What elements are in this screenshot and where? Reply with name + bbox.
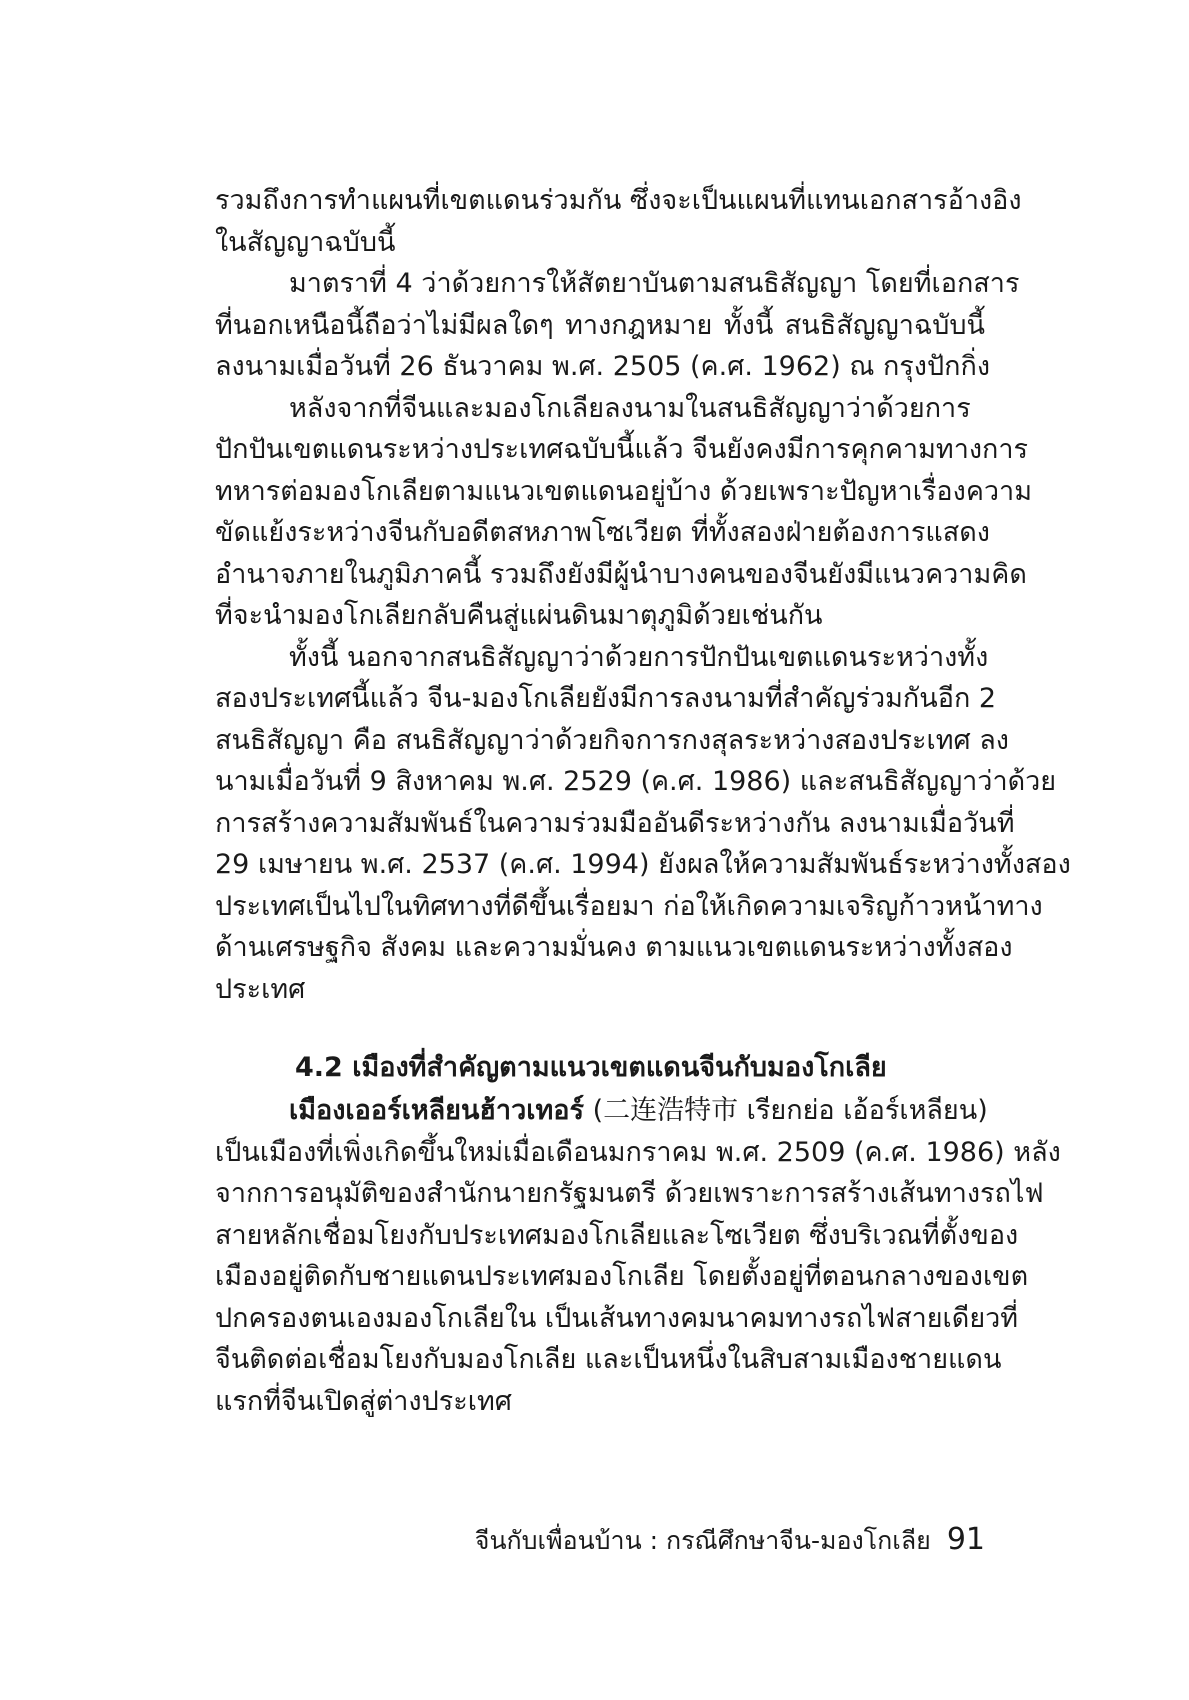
text-line: ทหารต่อมองโกเลียตามแนวเขตแดนอยู่บ้าง ด้วยเพราะปัญหาเรื่องความ bbox=[215, 475, 1033, 507]
text-line: สองประเทศนี้แล้ว จีน-มองโกเลียยังมีการลงนามที่สำคัญร่วมกันอีก 2 bbox=[215, 683, 997, 714]
city-alias: (二连浩特市 เรียกย่อ เอ้อร์เหลียน) bbox=[583, 1095, 988, 1126]
text-line: แรกที่จีนเปิดสู่ต่างประเทศ bbox=[215, 1385, 512, 1417]
text-line: เป็นเมืองที่เพิ่งเกิดขึ้นใหม่เมื่อเดือนมกราคม พ.ศ. 2509 (ค.ศ. 1986) หลัง bbox=[215, 1136, 1061, 1168]
text-line: สนธิสัญญา คือ สนธิสัญญาว่าด้วยกิจการกงสุลระหว่างสองประเทศ ลง bbox=[215, 724, 1009, 756]
text-line: นามเมื่อวันที่ 9 สิงหาคม พ.ศ. 2529 (ค.ศ. 1986) และสนธิสัญญาว่าด้วย bbox=[215, 766, 1057, 797]
text-line: จากการอนุมัติของสำนักนายกรัฐมนตรี ด้วยเพราะการสร้างเส้นทางรถไฟ bbox=[215, 1178, 1044, 1209]
text-line: มาตราที่ 4 ว่าด้วยการให้สัตยาบันตามสนธิสัญญา โดยที่เอกสาร bbox=[289, 268, 1020, 299]
running-title: จีนกับเพื่อนบ้าน : กรณีศึกษาจีน-มองโกเลีย bbox=[474, 1526, 931, 1555]
text-line: การสร้างความสัมพันธ์ในความร่วมมืออันดีระหว่างกัน ลงนามเมื่อวันที่ bbox=[215, 807, 1015, 839]
text-line-city-intro bbox=[215, 1090, 988, 1132]
text-line: จีนติดต่อเชื่อมโยงกับมองโกเลีย และเป็นหนึ่งในสิบสามเมืองชายแดน bbox=[215, 1344, 1002, 1375]
text-line: ปักปันเขตแดนระหว่างประเทศฉบับนี้แล้ว จีนยังคงมีการคุกคามทางการ bbox=[215, 434, 1029, 465]
text-line: ขัดแย้งระหว่างจีนกับอดีตสหภาพโซเวียต ที่ทั้งสองฝ่ายต้องการแสดง bbox=[215, 517, 990, 548]
text-line: ในสัญญาฉบับนี้ bbox=[215, 226, 396, 258]
page-footer bbox=[215, 1522, 985, 1559]
city-name: เมืองเออร์เหลียนฮ้าวเทอร์ bbox=[289, 1095, 584, 1126]
text-line: อำนาจภายในภูมิภาคนี้ รวมถึงยังมีผู้นำบางคนของจีนยังมีแนวความคิด bbox=[215, 558, 1027, 590]
text-line: ประเทศเป็นไปในทิศทางที่ดีขึ้นเรื่อยมา ก่อให้เกิดความเจริญก้าวหน้าทาง bbox=[215, 890, 1043, 922]
text-line: เมืองอยู่ติดกับชายแดนประเทศมองโกเลีย โดยตั้งอยู่ที่ตอนกลางของเขต bbox=[215, 1261, 1029, 1292]
text-line: ที่จะนำมองโกเลียกลับคืนสู่แผ่นดินมาตุภูมิด้วยเช่นกัน bbox=[215, 600, 823, 631]
section-spacer bbox=[215, 1010, 985, 1046]
text-line: ลงนามเมื่อวันที่ 26 ธันวาคม พ.ศ. 2505 (ค.ศ. 1962) ณ กรุงปักกิ่ง bbox=[215, 351, 990, 382]
text-line: ทั้งนี้ นอกจากสนธิสัญญาว่าด้วยการปักปันเขตแดนระหว่างทั้ง bbox=[289, 641, 989, 673]
section-heading: 4.2 เมืองที่สำคัญตามแนวเขตแดนจีนกับมองโกเลีย bbox=[295, 1052, 887, 1083]
text-line: 29 เมษายน พ.ศ. 2537 (ค.ศ. 1994) ยังผลให้ความสัมพันธ์ระหว่างทั้งสอง bbox=[215, 849, 1071, 880]
page-body bbox=[215, 180, 1071, 1422]
text-line: ด้านเศรษฐกิจ สังคม และความมั่นคง ตามแนวเขตแดนระหว่างทั้งสอง bbox=[215, 932, 1013, 963]
text-line: ที่นอกเหนือนี้ถือว่าไม่มีผลใดๆ ทางกฎหมาย ทั้งนี้ สนธิสัญญาฉบับนี้ bbox=[215, 309, 985, 341]
text-line: ปกครองตนเองมองโกเลียใน เป็นเส้นทางคมนาคมทางรถไฟสายเดียวที่ bbox=[215, 1302, 1019, 1334]
text-line: หลังจากที่จีนและมองโกเลียลงนามในสนธิสัญญาว่าด้วยการ bbox=[289, 392, 971, 424]
text-line: สายหลักเชื่อมโยงกับประเทศมองโกเลียและโซเวียต ซึ่งบริเวณที่ตั้งของ bbox=[215, 1219, 1019, 1251]
text-line: ประเทศ bbox=[215, 973, 306, 1005]
page-number: 91 bbox=[946, 1522, 985, 1557]
text-line: รวมถึงการทำแผนที่เขตแดนร่วมกัน ซึ่งจะเป็นแผนที่แทนเอกสารอ้างอิง bbox=[215, 185, 1022, 216]
